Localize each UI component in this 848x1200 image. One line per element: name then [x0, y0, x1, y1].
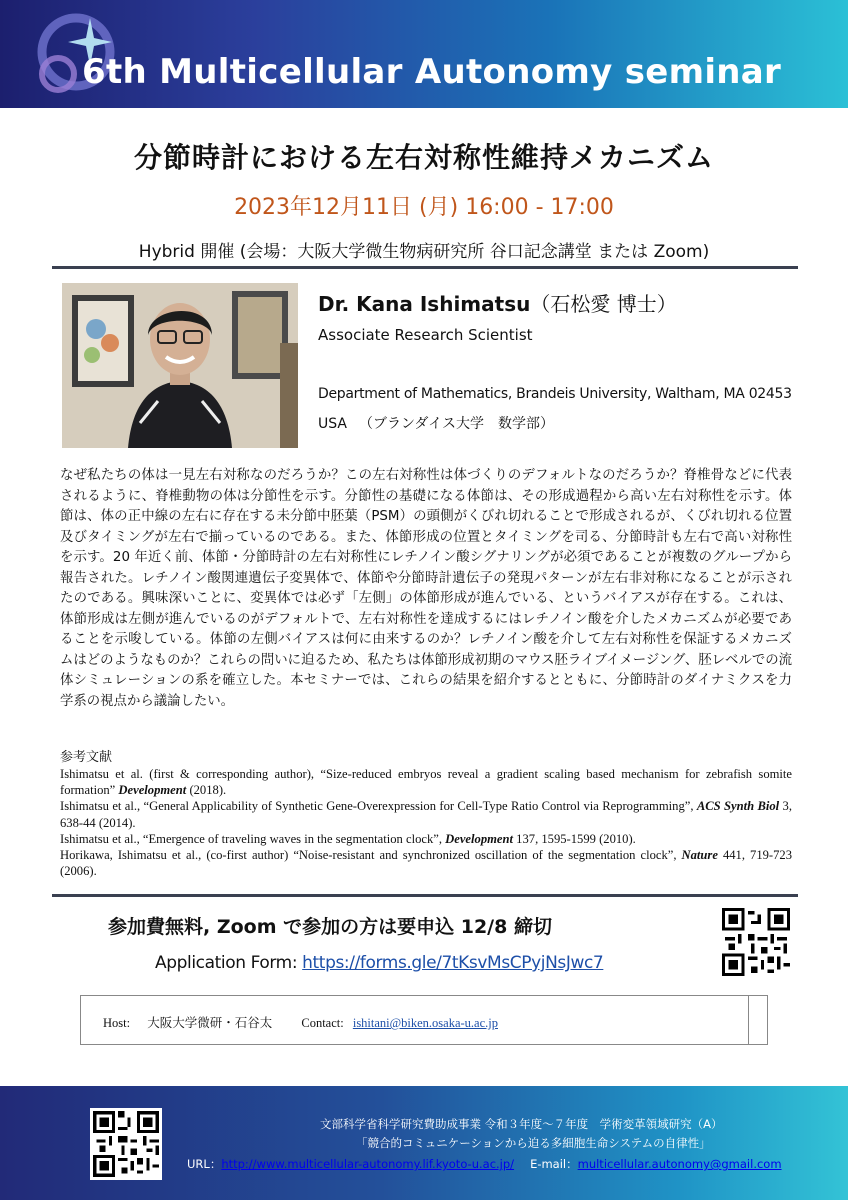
- speaker-photo: [62, 283, 298, 448]
- event-venue: Hybrid 開催 (会場：大阪大学微生物病研究所 谷口記念講堂 または Zoom): [138, 242, 710, 262]
- speaker-department: Department of Mathematics, Brandeis University, Waltham, MA 02453: [318, 386, 792, 402]
- divider: [52, 266, 798, 269]
- qr-code-icon[interactable]: [90, 1108, 162, 1180]
- speaker-country-en: USA: [318, 416, 347, 432]
- reference-item: Ishimatsu et al. (first & corresponding author), “Size-reduced embryos reveal a gradient scaling based mechanism for zebrafish somite formation” Development (2018).: [60, 767, 792, 798]
- contact-email-link[interactable]: ishitani@biken.osaka-u.ac.jp: [352, 1016, 498, 1030]
- application-form: [155, 953, 603, 973]
- header-banner: [0, 0, 848, 108]
- references-heading: 参考文献: [60, 750, 113, 765]
- speaker-name-en: Dr. Kana Ishimatsu: [318, 292, 531, 316]
- footer-email-label: E-mail：: [530, 1157, 578, 1171]
- reference-item: Ishimatsu et al., “Emergence of traveling waves in the segmentation clock”, Development 137, 1595-1599 (2010).: [60, 831, 636, 846]
- footer-url-label: URL：: [187, 1157, 222, 1171]
- footer-grant: 文部科学省科学研究費助成事業 令和３年度～７年度 学術変革領域研究（A）: [320, 1117, 723, 1131]
- host-contact: [103, 1013, 498, 1031]
- speaker-role: Associate Research Scientist: [318, 326, 533, 344]
- host-contact-box: [80, 995, 768, 1045]
- speaker-name-jp: （石松愛 博士）: [530, 292, 677, 316]
- divider: [52, 894, 798, 897]
- seminar-title: 6th Multicellular Autonomy seminar: [82, 52, 782, 92]
- references-list: [60, 766, 792, 879]
- footer-project: 「競合的コミュニケーションから迫る多細胞生命システムの自律性」: [356, 1136, 711, 1150]
- application-form-link[interactable]: https://forms.gle/7tKsvMsCPyjNsJwc7: [302, 953, 604, 973]
- fee-notice: 参加費無料, Zoom で参加の方は要申込 12/8 締切: [108, 916, 552, 938]
- footer-links: [187, 1156, 782, 1172]
- speaker-country: [318, 413, 554, 433]
- speaker-affiliation-jp: （ブランダイス大学 数学部）: [358, 416, 555, 432]
- application-form-label: Application Form:: [155, 953, 298, 973]
- footer-url-link[interactable]: http://www.multicellular-autonomy.lif.kyoto-u.ac.jp/: [221, 1157, 515, 1171]
- qr-code-icon[interactable]: [722, 908, 790, 976]
- speaker-name: [318, 288, 677, 317]
- talk-title: 分節時計における左右対称性維持メカニズム: [133, 141, 714, 174]
- reference-item: Ishimatsu et al., “General Applicability of Synthetic Gene-Overexpression for Cell-Type Ratio Control via Reprogramming”, ACS Synth Biol 3, 638-44 (2014).: [60, 799, 792, 830]
- abstract-text: なぜ私たちの体は一見左右対称なのだろうか？この左右対称性は体づくりのデフォルトなのだろうか？脊椎骨などに代表されるように、脊椎動物の体は分節性を示す。分節性の基礎になる体節は、その形成過程から高い左右対称性を示す。体節は、体の正中線の左右に存在する未分節中胚葉（PSM）の頭側がくびれ切れることで形成されるが、くびれ切れる位置及びタイミングが左右で揃っているのである。また、体節形成の位置とタイミングを司る、分節時計も左右で高い対称性を示す。20 年近く前、体節・分節時計の左右対称性にレチノイン酸シグナリングが必須であることが複数のグループから報告された。レチノイン酸関連遺伝子変異体で、体節や分節時計遺伝子の発現パターンが左右非対称になることが示されたのである。興味深いことに、変異体では必ず「左側」の体節形成が進んでいる、というバイアスが存在する。これは、体節形成は左側が進んでいるのがデフォルトで、左右対称性を達成するにはレチノイン酸を介したメカニズムが必要であることを示唆している。体節の左側バイアスは何に由来するのか？レチノイン酸を介して左右対称性を保証するメカニズムはどのようなものか？これらの問いに迫るため、私たちは体節形成初期のマウス胚ライブイメージング、胚レベルでの流体シミュレーションの系を確立した。本セミナーでは、これらの結果を紹介するとともに、分節時計のダイナミクスを力学系の視点から議論したい。: [60, 468, 792, 709]
- contact-label: Contact:: [301, 1016, 344, 1030]
- host-label: Host:: [103, 1016, 131, 1030]
- event-date: 2023年12月11日 (月) 16:00 - 17:00: [234, 195, 614, 220]
- reference-item: Horikawa, Ishimatsu et al., (co-first author) “Noise-resistant and synchronized oscillation of the segmentation clock”, Nature 441, 719-723 (2006).: [60, 848, 792, 879]
- speaker-portrait-icon: [62, 283, 298, 448]
- host-name: 大阪大学微研・石谷太: [147, 1016, 273, 1030]
- footer-email-link[interactable]: multicellular.autonomy@gmail.com: [577, 1157, 782, 1171]
